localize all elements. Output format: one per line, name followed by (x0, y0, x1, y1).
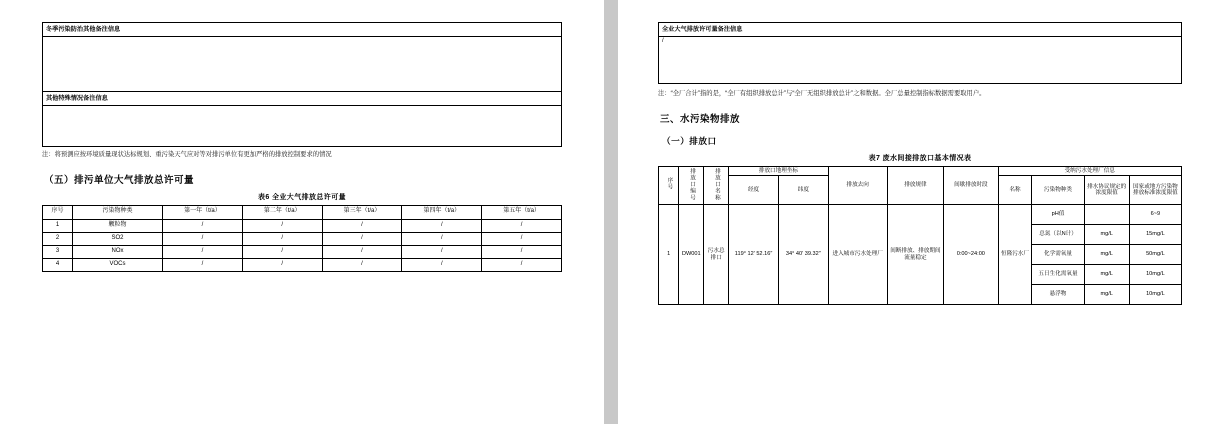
t6-col-5: 第四年（t/a） (402, 205, 482, 219)
t7-col-latitude: 纬度 (778, 176, 828, 205)
table6-caption: 表6 全业大气排放总许可量 (257, 193, 347, 201)
right-footnote: 注：“全厂合计”指的是，“全厂有组织排放总计”与“全厂无组织排放总计”之和数据。全厂总量控制指标数据需要取用户。 (658, 90, 986, 97)
t6-r2-c1: NOx (73, 245, 163, 258)
table-row (659, 205, 1182, 225)
t6-r1-c4: / (322, 232, 402, 245)
t6-r1-c1: SO2 (73, 232, 163, 245)
t7-col-outlet-code-label: 排放口编号 (689, 167, 696, 201)
t7-pollutant-name: 五日生化需氧量 (1032, 265, 1084, 285)
t6-r3-c6: / (482, 258, 562, 271)
t7-pollutant-limit: 6~9 (1129, 205, 1181, 225)
t6-r3-c2: / (163, 258, 243, 271)
t6-r1-c5: / (402, 232, 482, 245)
page-right (618, 0, 1222, 424)
page-gutter (604, 0, 618, 424)
t7-row-index: 1 (659, 205, 679, 305)
other-remark-header: 其他特殊情况备注信息 (43, 92, 562, 106)
t7-col-plant-name: 名称 (998, 176, 1032, 205)
t6-col-1: 污染物种类 (73, 205, 163, 219)
t6-col-4: 第三年（t/a） (322, 205, 402, 219)
t6-r1-c2: / (163, 232, 243, 245)
t7-group-receiving-plant: 受纳污水处理厂信息 (998, 166, 1181, 176)
t6-r1-c6: / (482, 232, 562, 245)
t6-r0-c2: / (163, 219, 243, 232)
t6-r3-c0: 4 (43, 258, 73, 271)
t7-pollutant-name: pH值 (1032, 205, 1084, 225)
t6-r3-c1: VOCs (73, 258, 163, 271)
t7-col-outlet-name-label: 排放口名称 (713, 167, 720, 201)
t6-r3-c5: / (402, 258, 482, 271)
t7-col-longitude: 经度 (729, 176, 779, 205)
t7-col-outlet-code (679, 166, 704, 205)
table-row (43, 232, 562, 245)
table-header-row (659, 166, 1182, 176)
t6-r2-c0: 3 (43, 245, 73, 258)
table-row (43, 106, 562, 147)
t7-row-latitude: 34° 40′ 39.32″ (778, 205, 828, 305)
t6-r2-c2: / (163, 245, 243, 258)
t7-col-outlet-name (704, 166, 729, 205)
air-allowance-remark-header: 全业大气排放许可量备注信息 (659, 23, 1182, 37)
t6-r3-c4: / (322, 258, 402, 271)
t6-r0-c5: / (402, 219, 482, 232)
t7-pollutant-name: 总氮（以N计） (1032, 225, 1084, 245)
t7-col-agreement-limit: 排水协议规定的浓度限值 (1084, 176, 1129, 205)
t7-row-outlet-code: DW001 (679, 205, 704, 305)
t6-r1-c3: / (242, 232, 322, 245)
t7-pollutant-limit: 15mg/L (1129, 225, 1181, 245)
table-row (43, 258, 562, 271)
t7-row-period: 0:00~24:00 (944, 205, 998, 305)
section-title-air-total: （五）排污单位大气排放总许可量 (44, 174, 195, 186)
t6-r2-c4: / (322, 245, 402, 258)
t6-col-2: 第一年（t/a） (163, 205, 243, 219)
table6-air-allowance (42, 205, 562, 272)
table-row (43, 219, 562, 232)
t7-row-pattern: 间断排放、排放期间流量稳定 (887, 205, 944, 305)
t7-row-discharge-to: 进入城市污水处理厂 (828, 205, 887, 305)
table-row (43, 23, 562, 37)
t7-row-outlet-name: 污水总排口 (704, 205, 729, 305)
left-footnote: 注：将预测应按环境质量现状达标规划、重污染天气应对等对排污单位有更加严格的排放控制要求的情况 (42, 151, 332, 158)
t7-col-discharge-to: 排放去向 (828, 166, 887, 205)
t7-pollutant-limit: 50mg/L (1129, 245, 1181, 265)
table-row (659, 23, 1182, 37)
winter-remark-body[interactable] (43, 37, 562, 92)
page-left (0, 0, 604, 424)
other-remark-body[interactable] (43, 106, 562, 147)
t7-row-longitude: 119° 12′ 52.16″ (729, 205, 779, 305)
t7-col-standard-limit: 国家或地方污染物排放标准浓度限值 (1129, 176, 1181, 205)
winter-remark-table (42, 22, 562, 147)
t6-r0-c1: 颗粒物 (73, 219, 163, 232)
t7-pollutant-unit: mg/L (1084, 245, 1129, 265)
t6-r1-c0: 2 (43, 232, 73, 245)
t7-pollutant-unit (1084, 205, 1129, 225)
t7-pollutant-name: 化学需氧量 (1032, 245, 1084, 265)
winter-remark-header: 冬季污染防治其他备注信息 (43, 23, 562, 37)
air-allowance-remark-body[interactable]: / (659, 37, 1182, 84)
table-row (43, 245, 562, 258)
t7-pollutant-name: 悬浮物 (1032, 285, 1084, 305)
table7-caption: 表7 废水间接排放口基本情况表 (868, 154, 972, 162)
t7-group-coordinates: 排放口地理坐标 (729, 166, 829, 176)
t7-col-pattern: 排放规律 (887, 166, 944, 205)
section-title-water: 三、水污染物排放 (660, 113, 741, 125)
t6-r2-c3: / (242, 245, 322, 258)
t6-r0-c3: / (242, 219, 322, 232)
t7-col-period: 间歇排放时段 (944, 166, 998, 205)
t7-pollutant-unit: mg/L (1084, 225, 1129, 245)
table-header-row (43, 205, 562, 219)
table-row (43, 92, 562, 106)
table-row (43, 37, 562, 92)
t7-pollutant-limit: 10mg/L (1129, 265, 1181, 285)
t7-col-index (659, 166, 679, 205)
t7-col-pollutant: 污染物种类 (1032, 176, 1084, 205)
t7-row-plant-name: 恒隆污水厂 (998, 205, 1032, 305)
t7-col-index-label: 序号 (666, 177, 673, 191)
t6-r0-c6: / (482, 219, 562, 232)
t6-r0-c4: / (322, 219, 402, 232)
t6-r3-c3: / (242, 258, 322, 271)
t7-pollutant-unit: mg/L (1084, 265, 1129, 285)
t7-pollutant-limit: 10mg/L (1129, 285, 1181, 305)
table-row (659, 37, 1182, 84)
air-allowance-remark-table (658, 22, 1182, 84)
table7-water-outlet (658, 166, 1182, 306)
t6-col-0: 序号 (43, 205, 73, 219)
t6-col-3: 第二年（t/a） (242, 205, 322, 219)
t7-pollutant-unit: mg/L (1084, 285, 1129, 305)
subsection-title-outlet: （一）排放口 (662, 135, 717, 146)
t6-col-6: 第五年（t/a） (482, 205, 562, 219)
t6-r0-c0: 1 (43, 219, 73, 232)
t6-r2-c6: / (482, 245, 562, 258)
t6-r2-c5: / (402, 245, 482, 258)
